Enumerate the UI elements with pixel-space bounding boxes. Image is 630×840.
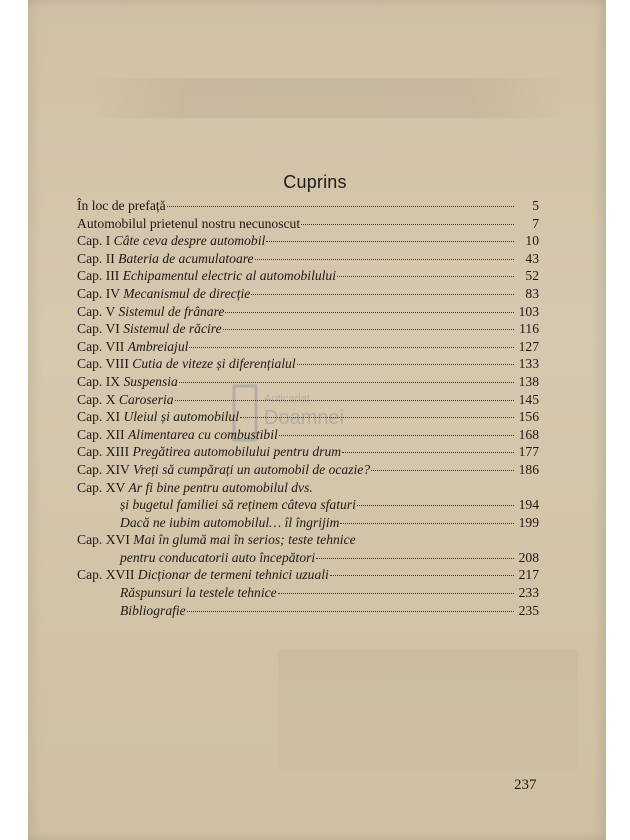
toc-entry-title: Pregătirea automobilului pentru drum [132,444,342,460]
toc-entry-label [77,286,250,302]
page-title: Cuprins [283,172,347,192]
toc-leader-dots [330,575,514,576]
svg-text:Doamnei: Doamnei [264,407,345,429]
toc-entry-label [77,427,278,443]
toc-entry-label [120,603,186,619]
toc-chapter-number: Cap. XV [77,479,126,495]
toc-leader-dots [189,347,514,348]
toc-entry-title: Echipamentul electric al automobilului [122,268,336,284]
toc-entry-label [77,268,336,284]
toc-entry [77,532,539,550]
toc-leader-dots [179,382,514,383]
toc-entry [77,233,539,251]
toc-entry [77,251,539,269]
toc-page-number: 133 [518,356,539,372]
toc-entry-title: Ambreiajul [127,338,189,354]
toc-entry-label [77,444,341,460]
toc-leader-dots [175,400,514,401]
toc-leader-dots [187,611,514,612]
toc-leader-dots [240,417,514,418]
toc-chapter-number: Cap. II [77,250,115,266]
toc-entry-label [77,392,174,408]
toc-entry [77,268,539,286]
toc-chapter-number: Cap. V [77,303,116,319]
toc-entry-label [77,567,329,583]
toc-entry-title: Dicționar de termeni tehnici uzuali [137,567,329,583]
toc-entry-label [77,321,222,337]
toc-leader-dots [278,593,514,594]
toc-page-number: 116 [519,321,539,337]
toc-entry [77,462,539,480]
table-of-contents [77,198,539,620]
toc-entry-label [77,233,265,249]
toc-entry-title: Dacă ne iubim automobilul… îl îngrijim [120,514,340,530]
toc-entry-label [120,550,315,566]
toc-page-number: 194 [518,497,539,513]
toc-entry-title: Sistemul de frânare [118,303,225,319]
toc-entry-title: Mai în glumă mai în serios; teste tehnice [133,532,356,548]
toc-entry-label [77,339,188,355]
toc-page-number: 5 [532,198,539,213]
toc-entry-title: Alimentarea cu combustibil [127,426,278,442]
toc-entry [77,321,539,339]
page-number: 237 [514,777,537,793]
toc-entry-label [77,409,239,425]
toc-leader-dots [337,276,514,277]
toc-entry-label [77,304,224,320]
toc-page-number: 52 [525,268,539,284]
toc-entry-title: Sistemul de răcire [123,321,222,337]
toc-leader-dots [340,523,514,524]
toc-chapter-number: Cap. XIV [77,461,130,477]
toc-entry-label [77,216,300,232]
toc-chapter-number: Cap. VII [77,338,125,354]
toc-chapter-number: Cap. XVI [77,532,130,548]
toc-entry [77,409,539,427]
toc-page-number: 103 [518,303,539,319]
toc-page-number: 138 [518,373,539,389]
toc-entry [77,585,539,603]
toc-entry-title: Ar fi bine pentru automobilul dvs. [128,479,313,495]
toc-leader-dots [342,452,514,453]
toc-leader-dots [223,329,514,330]
toc-leader-dots [167,206,514,207]
toc-chapter-number: Cap. XIII [77,444,130,460]
toc-entry [77,427,539,445]
toc-entry-title: și bugetul familiei să reținem câteva sfaturi [120,497,356,513]
show-through-text-bottom [278,650,578,770]
toc-page-number: 43 [525,250,539,266]
show-through-text [88,78,568,118]
toc-entry-label [77,198,166,214]
toc-page-number: 217 [518,567,539,583]
toc-entry-title: Uleiul și automobilul [123,409,239,425]
toc-entry-label [120,497,356,513]
toc-page-number: 83 [525,285,539,301]
toc-page-number: 168 [518,426,539,442]
toc-page-number: 233 [518,585,539,601]
toc-page-number: 186 [518,461,539,477]
toc-entry [77,497,539,515]
toc-chapter-number: Cap. VIII [77,356,129,372]
toc-entry [77,304,539,322]
toc-entry-label [120,515,339,531]
toc-page-number: 199 [518,514,539,530]
toc-entry [77,550,539,568]
toc-chapter-number: Cap. IV [77,285,120,301]
toc-chapter-number: Cap. X [77,391,116,407]
toc-entry-title: Răspunsuri la testele tehnice [120,585,277,601]
toc-entry-title: Cutia de viteze și diferențialul [132,356,296,372]
toc-leader-dots [251,294,514,295]
toc-entry [77,216,539,234]
toc-entry-title: Automobilul prietenul nostru necunoscut [77,215,301,231]
toc-entry-label [77,462,370,478]
toc-entry-title: Bibliografie [120,602,186,618]
toc-entry [77,339,539,357]
toc-entry [77,567,539,585]
toc-leader-dots [316,558,514,559]
toc-chapter-number: Cap. XVII [77,567,135,583]
toc-chapter-number: Cap. XI [77,409,121,425]
toc-leader-dots [371,470,514,471]
toc-entry-label [77,356,296,372]
toc-leader-dots [279,435,514,436]
toc-entry-title: Câte ceva despre automobil [113,233,266,249]
toc-leader-dots [297,364,514,365]
toc-entry [77,392,539,410]
toc-page-number: 208 [518,549,539,565]
toc-entry [77,603,539,621]
svg-text:Anticariat: Anticariat [264,393,310,405]
toc-entry [77,198,539,216]
toc-page-number: 156 [518,409,539,425]
toc-entry-label [120,585,277,601]
toc-entry [77,356,539,374]
toc-page-number: 127 [518,338,539,354]
toc-chapter-number: Cap. I [77,233,111,249]
toc-page-number: 177 [518,444,539,460]
toc-entry-label [77,480,313,496]
toc-entry-label [77,374,178,390]
toc-leader-dots [255,259,514,260]
toc-entry-title: În loc de prefață [77,198,166,213]
toc-page-number: 145 [518,391,539,407]
toc-chapter-number: Cap. VI [77,321,120,337]
toc-entry-title: Mecanismul de direcție [123,285,251,301]
toc-entry-title: pentru conducatorii auto începători [120,549,316,565]
toc-leader-dots [357,505,514,506]
toc-entry [77,286,539,304]
toc-chapter-number: Cap. IX [77,373,121,389]
toc-chapter-number: Cap. III [77,268,120,284]
toc-entry [77,480,539,498]
toc-leader-dots [301,224,514,225]
toc-page-number: 10 [525,233,539,249]
toc-entry [77,444,539,462]
toc-page-number: 235 [518,602,539,618]
toc-entry-title: Suspensia [123,373,178,389]
toc-entry-label [77,532,356,548]
toc-leader-dots [266,241,514,242]
toc-entry-title: Caroseria [118,391,174,407]
toc-leader-dots [225,312,514,313]
toc-entry-title: Vreți să cumpărați un automobil de ocazie? [133,461,371,477]
toc-entry [77,515,539,533]
toc-page-number: 7 [532,215,539,231]
toc-entry-title: Bateria de acumulatoare [118,250,254,266]
toc-entry [77,374,539,392]
toc-chapter-number: Cap. XII [77,426,125,442]
toc-entry-label [77,251,254,267]
